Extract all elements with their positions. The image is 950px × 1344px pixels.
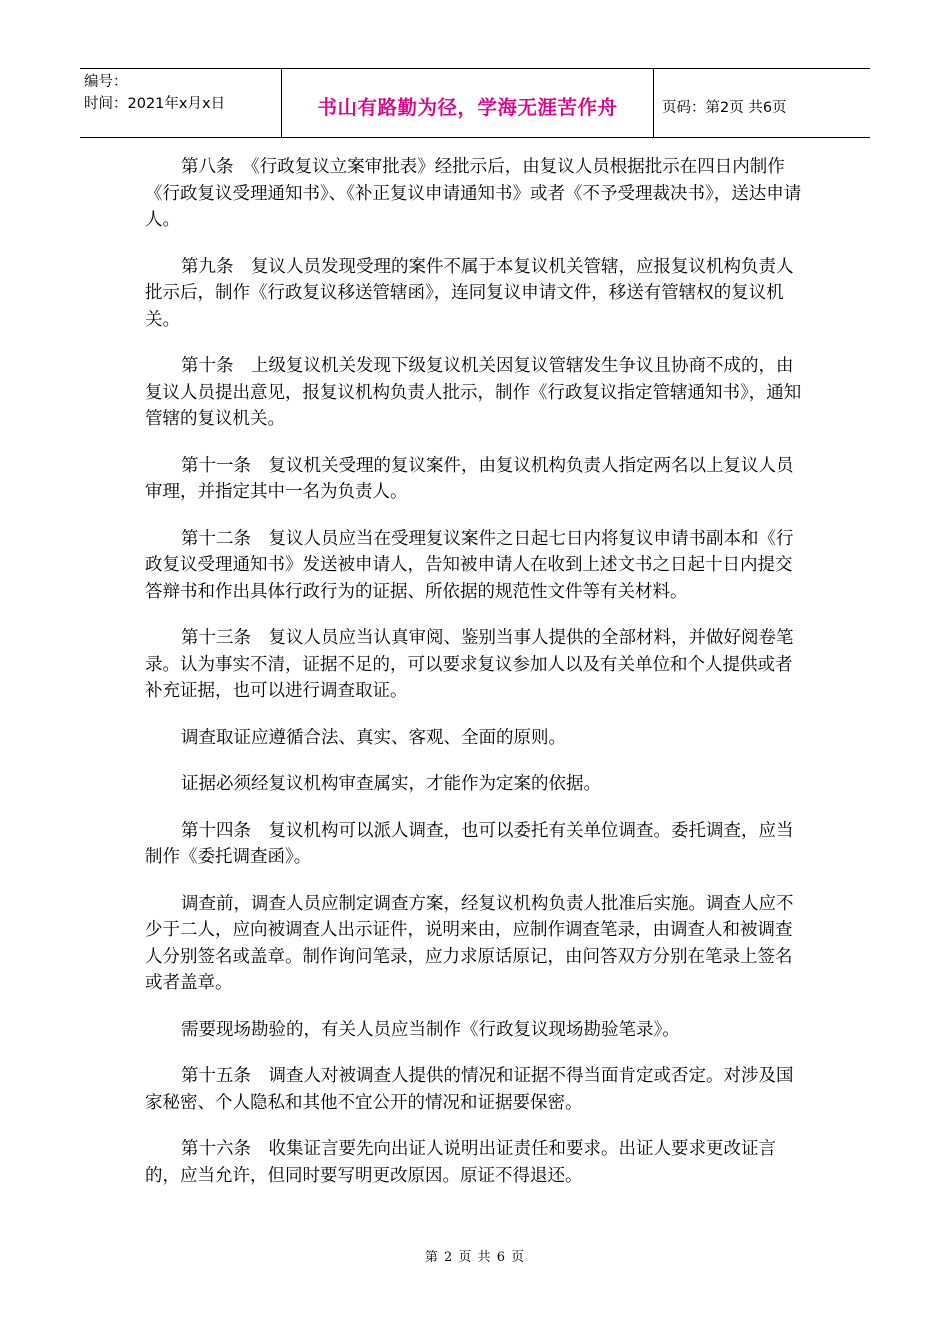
header-meta <box>80 69 282 137</box>
article-10: 第十条 上级复议机关发现下级复议机关因复议管辖发生争议且协商不成的，由复议人员提出意见，报复议机构负责人批示，制作《行政复议指定管辖通知书》，通知管辖的复议机关。 <box>145 356 802 429</box>
header-motto: 书山有路勤为径，学海无涯苦作舟 <box>282 69 654 137</box>
page-footer: 第 2 页 共 6 页 <box>424 1250 526 1265</box>
article-16: 第十六条 收集证言要先向出证人说明出证责任和要求。出证人要求更改证言的，应当允许，但同时要写明更改原因。原证不得退还。 <box>145 1139 776 1186</box>
page-header <box>80 68 870 138</box>
article-14-procedure: 调查前，调查人员应制定调查方案，经复议机构负责人批准后实施。调查人应不少于二人，应向被调查人出示证件，说明来由，应制作调查笔录，由调查人和被调查人分别签名或盖章。制作询问笔录，应力求原话原记，由问答双方分别在笔录上签名或者盖章。 <box>145 893 794 993</box>
article-15: 第十五条 调查人对被调查人提供的情况和证据不得当面肯定或否定。对涉及国家秘密、个人隐私和其他不宜公开的情况和证据要保密。 <box>145 1066 794 1113</box>
document-date-label: 时间：2021年x月x日 <box>84 96 226 112</box>
article-9: 第九条 复议人员发现受理的案件不属于本复议机关管辖，应报复议机构负责人批示后，制作《行政复议移送管辖函》，连同复议申请文件，移送有管辖权的复议机关。 <box>145 256 794 330</box>
article-13: 第十三条 复议人员应当认真审阅、鉴别当事人提供的全部材料，并做好阅卷笔录。认为事实不清，证据不足的，可以要求复议参加人以及有关单位和个人提供或者补充证据，也可以进行调查取证。 <box>145 628 794 701</box>
article-8: 第八条 《行政复议立案审批表》经批示后，由复议人员根据批示在四日内制作《行政复议受理通知书》、《补正复议申请通知书》或者《不予受理裁决书》，送达申请人。 <box>145 157 802 230</box>
article-13-evidence: 证据必须经复议机构审查属实，才能作为定案的依据。 <box>181 774 601 794</box>
article-11: 第十一条 复议机关受理的复议案件，由复议机构负责人指定两名以上复议人员审理，并指定其中一名为负责人。 <box>145 455 794 502</box>
article-12: 第十二条 复议人员应当在受理复议案件之日起七日内将复议申请书副本和《行政复议受理通知书》发送被申请人，告知被申请人在收到上述文书之日起十日内提交答辩书和作出具体行政行为的证据、所依据的规范性文件等有关材料。 <box>145 528 794 602</box>
document-number-label: 编号： <box>84 74 128 90</box>
header-page-number: 页码：第2页 共6页 <box>662 99 787 116</box>
article-14-inspection: 需要现场勘验的，有关人员应当制作《行政复议现场勘验笔录》。 <box>181 1019 680 1040</box>
article-13-principle: 调查取证应遵循合法、真实、客观、全面的原则。 <box>181 727 566 748</box>
document-body <box>145 154 805 1209</box>
article-14: 第十四条 复议机构可以派人调查，也可以委托有关单位调查。委托调查，应当制作《委托调查函》。 <box>145 820 794 867</box>
